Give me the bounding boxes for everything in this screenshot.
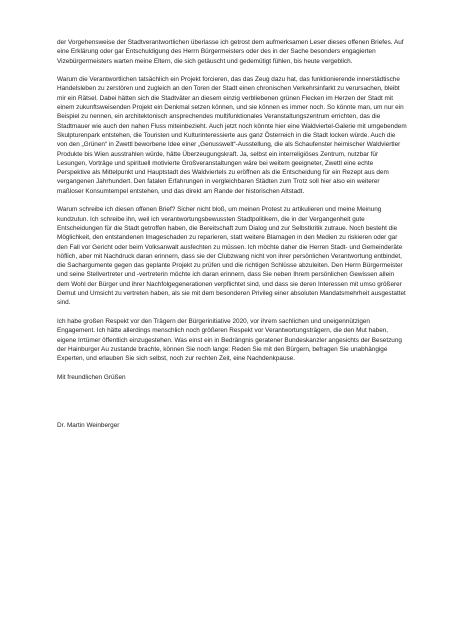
letter-body <box>57 38 407 430</box>
paragraph-1: der Vorgehensweise der Stadtverantwortlichen überlasse ich getrost dem aufmerksamen Leser dieses offenen Briefes. Auf eine Erklärung oder gar Entschuldigung des Herrn Bürgermeisters oder des in der Sache besonders engagierten Vizebürgermeisters warten meine Eltern, die sich getäuscht und gedemütigt fühlen, bis heute vergeblich. <box>57 39 404 65</box>
paragraph-3: Warum schreibe ich diesen offenen Brief? Sicher nicht bloß, um meinen Protest zu artikulieren und meine Meinung kundzutun. Ich schreibe ihn, weil ich verantwortungsbewussten Stadtpolitikern, die in der Vergangenheit gute Entscheidungen für die Stadt getroffen haben, die Bereitschaft zum Dialog und zur Selbstkritik zutraue. Noch besteht die Möglichkeit, den entstandenen Imageschaden zu reparieren, statt weitere Blamagen in den Medien zu riskieren oder gar den Fall vor Gericht oder beim Volksanwalt ausfechten zu müssen. Ich möchte daher die Herren Stadt- und Gemeinderäte höflich, aber mit Nachdruck daran erinnern, dass sie der Clubzwang nicht von ihrer persönlichen Verantwortung entbindet, die Sachargumente gegen das geplante Projekt zu prüfen und die richtigen Schlüsse abzuleiten. Den Herrn Bürgermeister und seine Stellvertreter und -vertreterin möchte ich daran erinnern, dass Sie neben Ihrem persönlichen Gewissen allein dem Wohl der Bürger und ihrer Nachfolgegenerationen verpflichtet sind, und dass sie deren Interessen mit umso größerer Demut und Umsicht zu vertreten haben, als sie mit dem besonderen Privileg einer absoluten Mandatsmehrheit ausgestattet sind. <box>57 206 406 307</box>
paragraph-4: Ich habe großen Respekt vor den Trägern der Bürgerinitiative 2020, vor ihrem sachlichen und uneigennützigen Engagement. Ich hätte allerdings menschlich noch größeren Respekt vor Verantwortungsträgern, die den Mut haben, eigene Irrtümer öffentlich einzugestehen. Was einst ein in Bedrängnis geratener Bundeskanzler angesichts der Besetzung der Hainburger Au zustande brachte, können Sie noch lange: Reden Sie mit den Bürgern, befragen Sie unabhängige Experten, und erlauben Sie sich selbst, noch zur rechten Zeit, eine Nachdenkpause. <box>57 317 402 363</box>
paragraph-2: Warum die Verantwortlichen tatsächlich ein Projekt forcieren, das das Zeug dazu hat, das funktionierende innerstädtische Handelsleben zu zerstören und zugleich an den Toren der Stadt einen chronischen Verkehrsinfarkt zu verursachen, bleibt mir ein Rätsel. Dabei hätten sich die Stadtväter an diesem einzig verbliebenen grünen Flecken im Herzen der Stadt mit einem zukunftsweisenden Projekt ein Denkmal setzen können, und sie können es immer noch. So könnte man, um nur ein Beispiel zu nennen, ein architektonisch ansprechendes multifunktionales Veranstaltungszentrum errichten, das die Stadtmauer wie auch den nahen Fluss miteinbezieht. Auch jetzt noch könnte hier eine Waldviertel-Galerie mit umgebendem Skulpturenpark entstehen, die Touristen und Kulturinteressierte aus ganz Österreich in die Stadt locken würde. Auch die von den „Grünen“ in Zwettl beworbene Idee einer „Genusswelt“-Ausstellung, die als Schaufenster heimischer Waldviertler Produkte bis Wien ausstrahlen würde, hätte Überzeugungskraft. Ja, selbst ein interreligiöses Zentrum, nutzbar für Lesungen, Vorträge und spirituell motivierte Großveranstaltungen wäre bei weitem geeigneter, Zwettl eine echte Perspektive als Mittelpunkt und Hauptstadt des Waldviertels zu eröffnen als die Entscheidung für ein Rezept aus dem vergangenen Jahrhundert. Den fatalen Erfahrungen in vergleichbaren Städten zum Trotz soll hier also ein weiterer maßloser Konsumtempel entstehen, und das direkt am Rande der historischen Altstadt. <box>57 76 407 195</box>
signature-name: Dr. Martin Weinberger <box>57 421 120 429</box>
closing-salutation: Mit freundlichen Grüßen <box>57 373 126 381</box>
